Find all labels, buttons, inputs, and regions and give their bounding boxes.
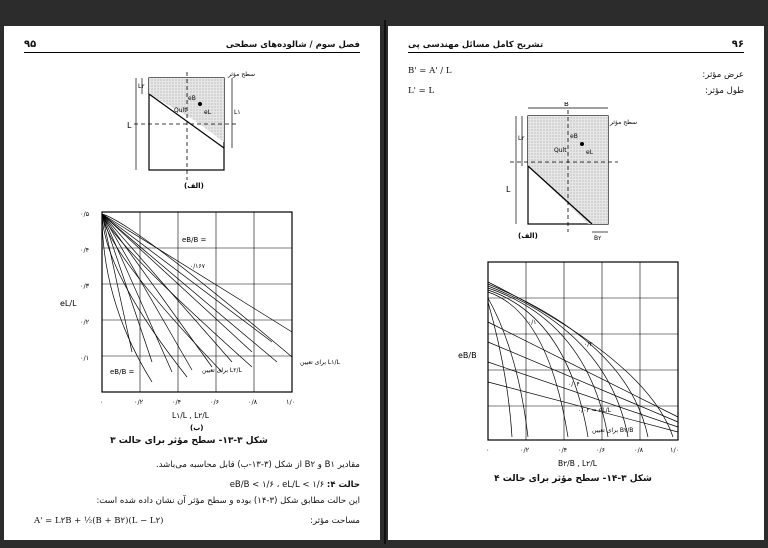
effective-width-label: عرض مؤثر: [702, 70, 744, 80]
svg-text:۰/۱: ۰/۱ [80, 354, 90, 362]
figure-a-left [124, 70, 264, 190]
svg-text:۰: ۰ [100, 398, 104, 406]
figure-caption-right: شکل ۳-۱۴- سطح مؤثر برای حالت ۴ [494, 474, 652, 484]
body-text-1: مقادیر B۱ و B۲ از شکل (۳-۱۳-ب) قابل محاسبه می‌باشد. [156, 460, 360, 470]
area-label: مساحت مؤثر: [310, 516, 360, 526]
label-L1: L۱ [234, 109, 241, 116]
svg-text:۰/۶: ۰/۶ [596, 446, 606, 454]
svg-text:۰: ۰ [486, 446, 490, 454]
figure-a-right [498, 102, 658, 242]
page-number: ۹۵ [24, 39, 37, 50]
label-eLL: ۰/۰۲ = eL/L [578, 407, 611, 414]
effective-length-label: طول مؤثر: [705, 86, 744, 96]
right-page [388, 26, 764, 540]
svg-text:۰/۴: ۰/۴ [80, 246, 90, 254]
x-ticks [100, 398, 295, 406]
label-0167: ۰/۱۶۷ [190, 263, 205, 270]
figure-caption-left: شکل ۳-۱۳- سطح مؤثر برای حالت ۳ [110, 436, 268, 446]
svg-text:۰/۴: ۰/۴ [172, 398, 182, 406]
label-01: ۰/۱ [528, 319, 537, 326]
label-B2: B۲ [594, 235, 602, 242]
label-eL: eL [204, 109, 212, 116]
body-text-2: این حالت مطابق شکل (۳-۱۴) بوده و سطح مؤثر آن نشان داده شده است: [96, 496, 360, 506]
y-ticks [80, 210, 90, 362]
label-L2: L۲ [138, 83, 145, 90]
eB-label-top: eB/B = [182, 236, 207, 244]
book-title: تشریح کامل مسائل مهندسی پی [408, 40, 544, 50]
case-4-label: حالت ۴: [326, 480, 360, 490]
effective-length-formula: L' = L [408, 86, 435, 96]
label-Q: Qult [554, 147, 567, 154]
y-axis-label: eB/B [458, 351, 477, 360]
note-L1: برای تعیین L۱/L [300, 359, 340, 366]
label-effective-area: سطح مؤثر [228, 71, 256, 78]
book-gutter [384, 20, 386, 544]
eB-label-bottom: eB/B = [110, 368, 135, 376]
label-eB: eB [188, 95, 196, 102]
page-header [24, 36, 360, 53]
label-Q: Qult [174, 107, 187, 114]
label-004: ۰/۰۴ [568, 381, 580, 388]
page-number: ۹۶ [731, 39, 744, 50]
x-axis-label: L۱/L , L۲/L [172, 411, 209, 420]
label-effective-area: سطح مؤثر [610, 119, 638, 126]
svg-text:۰/۳: ۰/۳ [80, 282, 90, 290]
left-page [4, 26, 380, 540]
x-ticks [486, 446, 679, 454]
svg-text:۰/۸: ۰/۸ [248, 398, 258, 406]
figure-b-left [34, 202, 364, 438]
page-header [408, 36, 744, 53]
label-eL: eL [586, 149, 594, 156]
y-axis-label: eL/L [60, 299, 77, 308]
svg-text:۰/۶: ۰/۶ [210, 398, 220, 406]
figure-b-right [448, 252, 748, 472]
label-B: B [564, 102, 569, 108]
label-L: L [127, 121, 132, 130]
caption-b-sub: (ب) [190, 424, 204, 432]
label-eB: eB [570, 133, 578, 140]
chapter-title: فصل سوم / شالوده‌های سطحی [225, 40, 360, 50]
svg-text:۰/۴: ۰/۴ [558, 446, 568, 454]
svg-text:۰/۵: ۰/۵ [80, 210, 90, 218]
effective-width-formula: B' = A' / L [408, 66, 452, 76]
label-L2: L۲ [518, 135, 525, 142]
case-4-row [24, 480, 360, 490]
svg-text:۰/۲: ۰/۲ [80, 318, 90, 326]
area-formula: A' = L۲B + ½(B + B۲)(L − L۲) [34, 516, 164, 526]
note-L2: برای تعیین L۲/L [202, 367, 242, 374]
case-4-condition: eB/B < ۱/۶ ، eL/L < ۱/۶ [229, 480, 325, 490]
label-L: L [506, 185, 511, 194]
svg-text:۰/۲: ۰/۲ [134, 398, 144, 406]
caption-a: (الف) [518, 232, 538, 240]
caption-a: (الف) [184, 182, 204, 190]
note-B2: برای تعیین B۲/B [592, 427, 634, 434]
x-axis-label: B۲/B , L۲/L [558, 459, 597, 468]
svg-text:۰/۲: ۰/۲ [520, 446, 530, 454]
svg-text:۰/۸: ۰/۸ [634, 446, 644, 454]
svg-text:۱/۰: ۱/۰ [286, 398, 296, 406]
label-02: ۰/۲ [584, 341, 593, 348]
svg-text:۱/۰: ۱/۰ [670, 446, 680, 454]
